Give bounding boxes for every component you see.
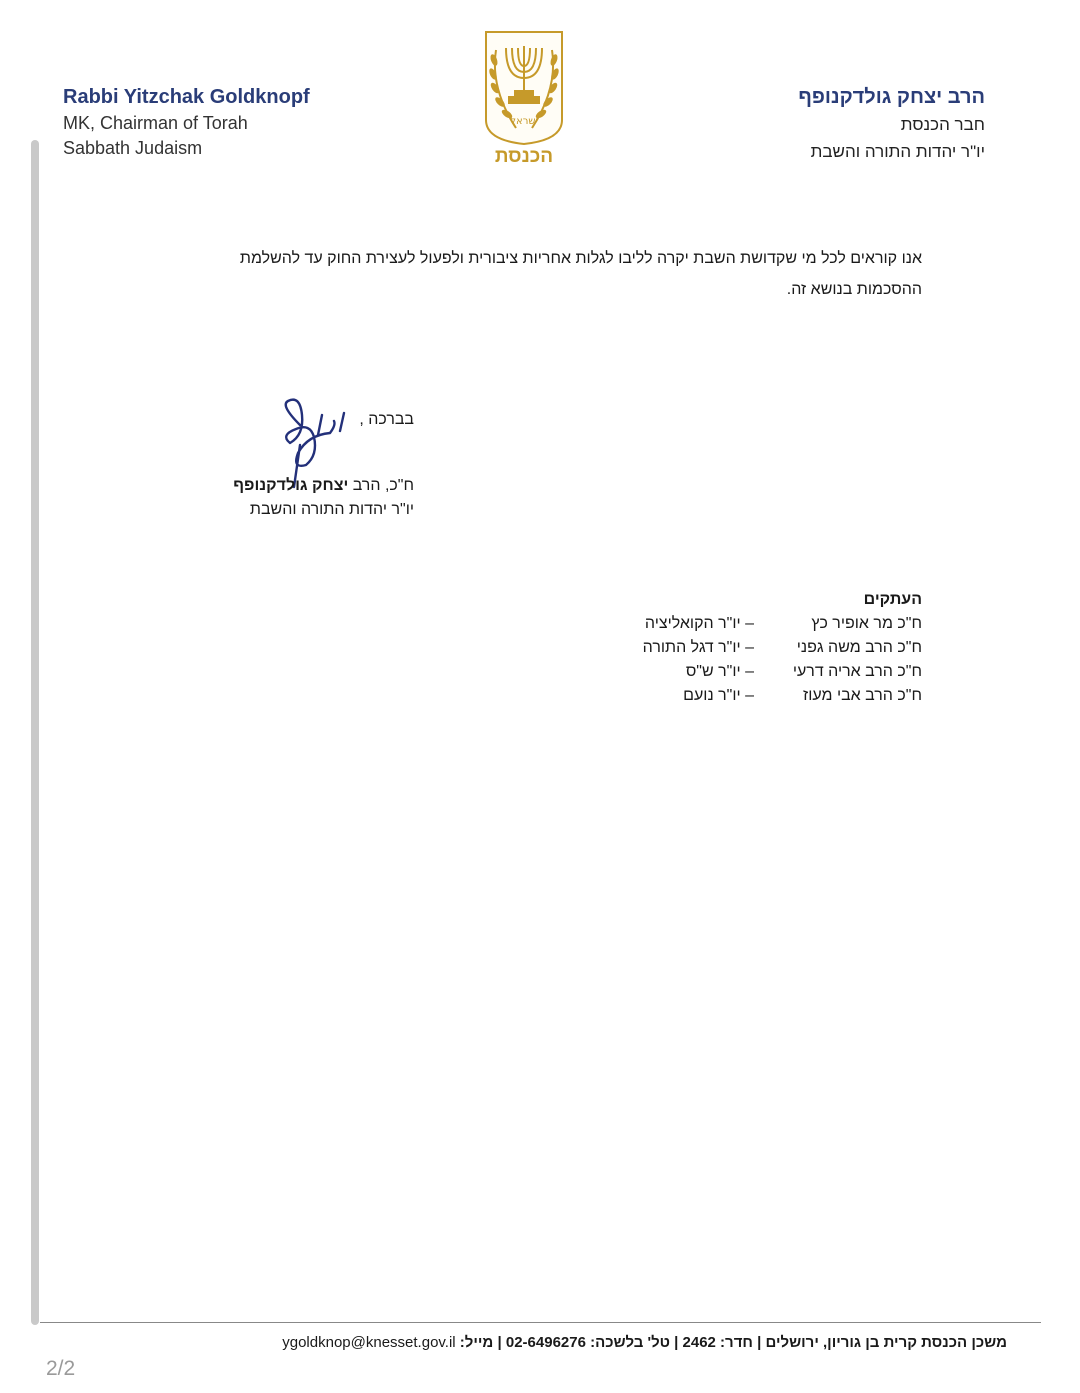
page-indicator: 2/2 (46, 1357, 76, 1380)
copy-role: – יו"ר דגל התורה (642, 639, 754, 656)
signer-title: יו"ר יהדות התורה והשבת (249, 501, 414, 518)
header-he-line2: יו"ר יהדות התורה והשבת (810, 142, 985, 161)
footer-email: ygoldknop@knesset.gov.il (282, 1334, 456, 1351)
copy-recipient: ח"כ מר אופיר כץ (811, 615, 922, 632)
header-hebrew (798, 84, 985, 165)
footer-divider (40, 1322, 1041, 1323)
copy-row (560, 636, 922, 660)
header-en-name: Rabbi Yitzchak Goldknopf (63, 86, 310, 108)
copy-row (560, 660, 922, 684)
signer-line (200, 474, 414, 498)
closing-block (200, 408, 414, 522)
scrollbar[interactable] (31, 140, 39, 1325)
body-paragraph: אנו קוראים לכל מי שקדושת השבת יקרה לליבו לגלות אחריות ציבורית ולפעול לעצירת החוק עד להשלמת ההסכמות בנושא זה. (239, 250, 922, 298)
header-he-line1: חבר הכנסת (900, 115, 985, 134)
copies-section (560, 588, 922, 708)
copies-title: העתקים (863, 591, 922, 608)
copy-recipient: ח"כ הרב אריה דרעי (792, 663, 922, 680)
header-en-line1: MK, Chairman of Torah (63, 113, 248, 133)
signer-prefix: ח"כ, הרב (348, 477, 414, 494)
footer-address: משכן הכנסת קרית בן גוריון, ירושלים | חדר: 2462 | טל' בלשכה: 02-6496276 | מייל: (455, 1334, 1007, 1351)
copy-recipient: ח"כ הרב אבי מעוז (803, 687, 922, 704)
emblem-label: הכנסת (494, 146, 554, 167)
copy-role: – יו"ר הקואליציה (644, 615, 754, 632)
copy-row (560, 612, 922, 636)
emblem-inscription: ישראל (510, 116, 538, 127)
copy-role: – יו"ר נועם (683, 687, 754, 704)
copy-recipient: ח"כ הרב משה גפני (796, 639, 922, 656)
signer-name: יצחק גולדקנופף (233, 477, 349, 494)
header-english (63, 84, 310, 161)
greeting: בברכה , (359, 411, 414, 428)
footer (40, 1334, 1007, 1351)
header-he-name: הרב יצחק גולדקנופף (798, 86, 985, 108)
header-en-line2: Sabbath Judaism (63, 138, 203, 158)
copy-row (560, 684, 922, 708)
copy-role: – יו"ר ש"ס (685, 663, 754, 680)
